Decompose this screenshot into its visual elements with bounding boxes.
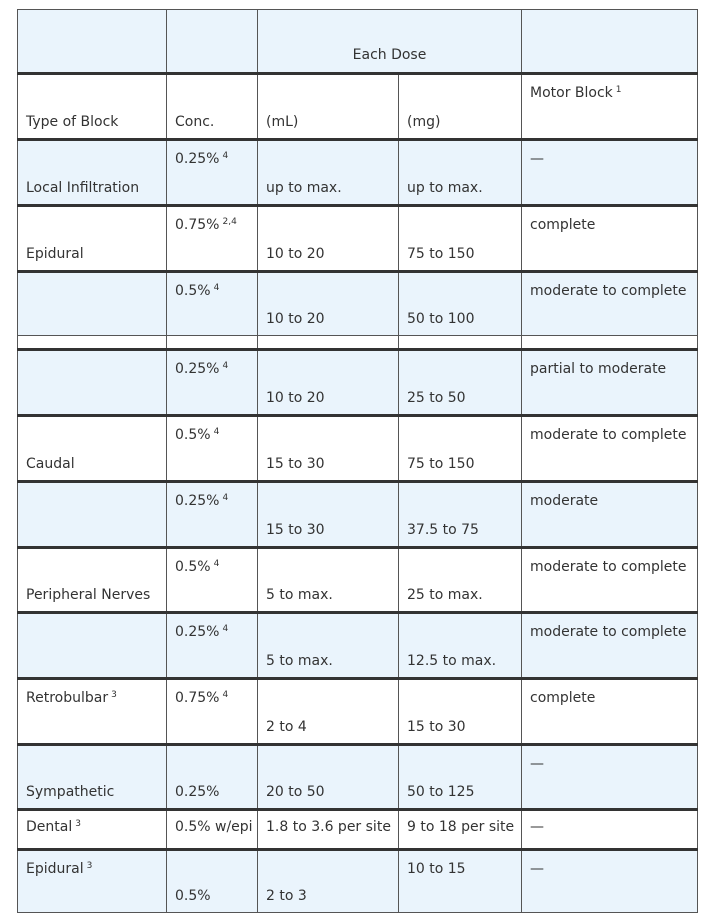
block-type (26, 311, 29, 327)
conc-header: Conc. (175, 114, 215, 130)
concentration: 0.5% (175, 888, 211, 904)
mg-cell (399, 206, 522, 272)
dose-mg: 50 to 125 (407, 784, 475, 800)
mg-cell (399, 482, 522, 548)
conc-cell (167, 810, 258, 850)
dose-mg: 37.5 to 75 (407, 522, 479, 538)
footnote-ref: 1 (615, 85, 622, 95)
spacer-row (18, 336, 698, 350)
conc-cell (167, 679, 258, 745)
conc-cell (167, 745, 258, 810)
dose-ml: 10 to 20 (266, 390, 325, 406)
ml-cell (258, 745, 399, 810)
motor-block: complete (530, 217, 596, 233)
concentration: 0.5% $^4$ (175, 559, 220, 575)
dose-ml: 5 to max. (266, 587, 333, 603)
dose-ml: 1.8 to 3.6 per site (266, 819, 391, 835)
motor-cell (522, 140, 698, 206)
block-type (26, 522, 29, 538)
ml-cell (258, 206, 399, 272)
conc-cell (167, 416, 258, 482)
each-dose-header: Each Dose (352, 47, 427, 63)
motor-cell (522, 679, 698, 745)
dose-ml: 2 to 3 (266, 888, 307, 904)
block-type (26, 653, 29, 669)
type-cell (18, 140, 167, 206)
dose-ml: up to max. (266, 180, 342, 196)
type-of-block-header: Type of Block (26, 114, 119, 130)
concentration: 0.75% $^4$ (175, 690, 229, 706)
mg-cell (399, 679, 522, 745)
type-cell (18, 679, 167, 745)
conc-header-cell (167, 74, 258, 140)
motor-block: partial to moderate (530, 361, 667, 377)
dose-mg: up to max. (407, 180, 483, 196)
table-row (18, 745, 698, 810)
concentration: 0.5% $^4$ (175, 283, 220, 299)
motor-header-cell (522, 74, 698, 140)
conc-cell (167, 350, 258, 416)
block-type (26, 390, 29, 406)
ml-header: (mL) (266, 114, 299, 130)
motor-block: moderate to complete (530, 559, 687, 575)
concentration: 0.25% $^4$ (175, 493, 229, 509)
ml-cell (258, 810, 399, 850)
mg-cell (399, 272, 522, 336)
motor-cell (522, 745, 698, 810)
table-row (18, 810, 698, 850)
mg-cell (399, 140, 522, 206)
conc-cell (167, 850, 258, 913)
type-header-cell (18, 74, 167, 140)
dose-ml: 15 to 30 (266, 456, 325, 472)
motor-cell (522, 810, 698, 850)
dose-mg: 9 to 18 per site (407, 819, 515, 835)
conc-cell (167, 482, 258, 548)
ml-header-cell (258, 74, 399, 140)
type-cell (18, 548, 167, 613)
dose-mg: 15 to 30 (407, 719, 466, 735)
type-cell (18, 810, 167, 850)
dose-mg: 10 to 15 (407, 861, 466, 877)
motor-cell (522, 548, 698, 613)
table-row (18, 416, 698, 482)
mg-cell (399, 613, 522, 679)
conc-cell (167, 206, 258, 272)
concentration: 0.5% $^4$ (175, 427, 220, 443)
ml-cell (258, 482, 399, 548)
dose-ml: 10 to 20 (266, 311, 325, 327)
block-type: Caudal (26, 456, 75, 472)
block-type: Peripheral Nerves (26, 587, 151, 603)
dosage-table (17, 9, 698, 913)
conc-cell (167, 272, 258, 336)
motor-cell (522, 850, 698, 913)
dose-ml: 15 to 30 (266, 522, 325, 538)
ml-cell (258, 679, 399, 745)
motor-block: moderate to complete (530, 283, 687, 299)
dose-ml: 5 to max. (266, 653, 333, 669)
concentration: 0.5% w/epi (175, 819, 253, 835)
type-cell (18, 850, 167, 913)
type-cell (18, 745, 167, 810)
ml-cell (258, 416, 399, 482)
mg-cell (399, 745, 522, 810)
dose-ml: 2 to 4 (266, 719, 307, 735)
header-empty-cell (167, 10, 258, 74)
conc-cell (167, 140, 258, 206)
motor-cell (522, 206, 698, 272)
mg-cell (399, 850, 522, 913)
type-cell (18, 272, 167, 336)
dose-mg: 25 to max. (407, 587, 483, 603)
motor-cell (522, 350, 698, 416)
table-row (18, 613, 698, 679)
block-type: Local Infiltration (26, 180, 140, 196)
ml-cell (258, 140, 399, 206)
conc-cell (167, 548, 258, 613)
motor-cell (522, 613, 698, 679)
conc-cell (167, 613, 258, 679)
mg-header: (mg) (407, 114, 441, 130)
concentration: 0.25% (175, 784, 220, 800)
table-row (18, 206, 698, 272)
concentration: 0.75% $^{2,4}$ (175, 217, 237, 233)
motor-block: moderate to complete (530, 624, 687, 640)
type-cell (18, 482, 167, 548)
block-type: Retrobulbar $^3$ (26, 690, 117, 706)
header-empty-cell (522, 10, 698, 74)
motor-cell (522, 272, 698, 336)
motor-block: complete (530, 690, 596, 706)
ml-cell (258, 613, 399, 679)
motor-block: — (530, 756, 544, 772)
mg-cell (399, 416, 522, 482)
motor-block: — (530, 861, 544, 877)
dose-ml: 20 to 50 (266, 784, 325, 800)
block-type: Dental $^3$ (26, 819, 81, 835)
motor-cell (522, 416, 698, 482)
block-type: Sympathetic (26, 784, 115, 800)
table-row (18, 548, 698, 613)
header-empty-cell (18, 10, 167, 74)
ml-cell (258, 850, 399, 913)
motor-block: — (530, 151, 544, 167)
motor-block: moderate (530, 493, 599, 509)
ml-cell (258, 350, 399, 416)
concentration: 0.25% $^4$ (175, 151, 229, 167)
motor-block-header: Motor Block $^1$ (530, 85, 622, 101)
block-type: Epidural (26, 246, 84, 262)
dose-mg: 75 to 150 (407, 456, 475, 472)
dose-mg: 25 to 50 (407, 390, 466, 406)
table-row (18, 350, 698, 416)
motor-cell (522, 482, 698, 548)
mg-cell (399, 350, 522, 416)
dose-mg: 12.5 to max. (407, 653, 497, 669)
dose-mg: 75 to 150 (407, 246, 475, 262)
header-row-1 (18, 10, 698, 74)
table-row (18, 850, 698, 913)
table-row (18, 679, 698, 745)
mg-cell (399, 548, 522, 613)
type-cell (18, 206, 167, 272)
concentration: 0.25% $^4$ (175, 361, 229, 377)
header-row-2 (18, 74, 698, 140)
each-dose-header-cell (258, 10, 522, 74)
dose-mg: 50 to 100 (407, 311, 475, 327)
concentration: 0.25% $^4$ (175, 624, 229, 640)
type-cell (18, 350, 167, 416)
dose-ml: 10 to 20 (266, 246, 325, 262)
ml-cell (258, 548, 399, 613)
mg-cell (399, 810, 522, 850)
type-cell (18, 613, 167, 679)
type-cell (18, 416, 167, 482)
table-row (18, 482, 698, 548)
block-type: Epidural $^3$ (26, 861, 93, 877)
motor-block: — (530, 819, 544, 835)
mg-header-cell (399, 74, 522, 140)
table-row (18, 272, 698, 336)
ml-cell (258, 272, 399, 336)
table-row (18, 140, 698, 206)
motor-block: moderate to complete (530, 427, 687, 443)
